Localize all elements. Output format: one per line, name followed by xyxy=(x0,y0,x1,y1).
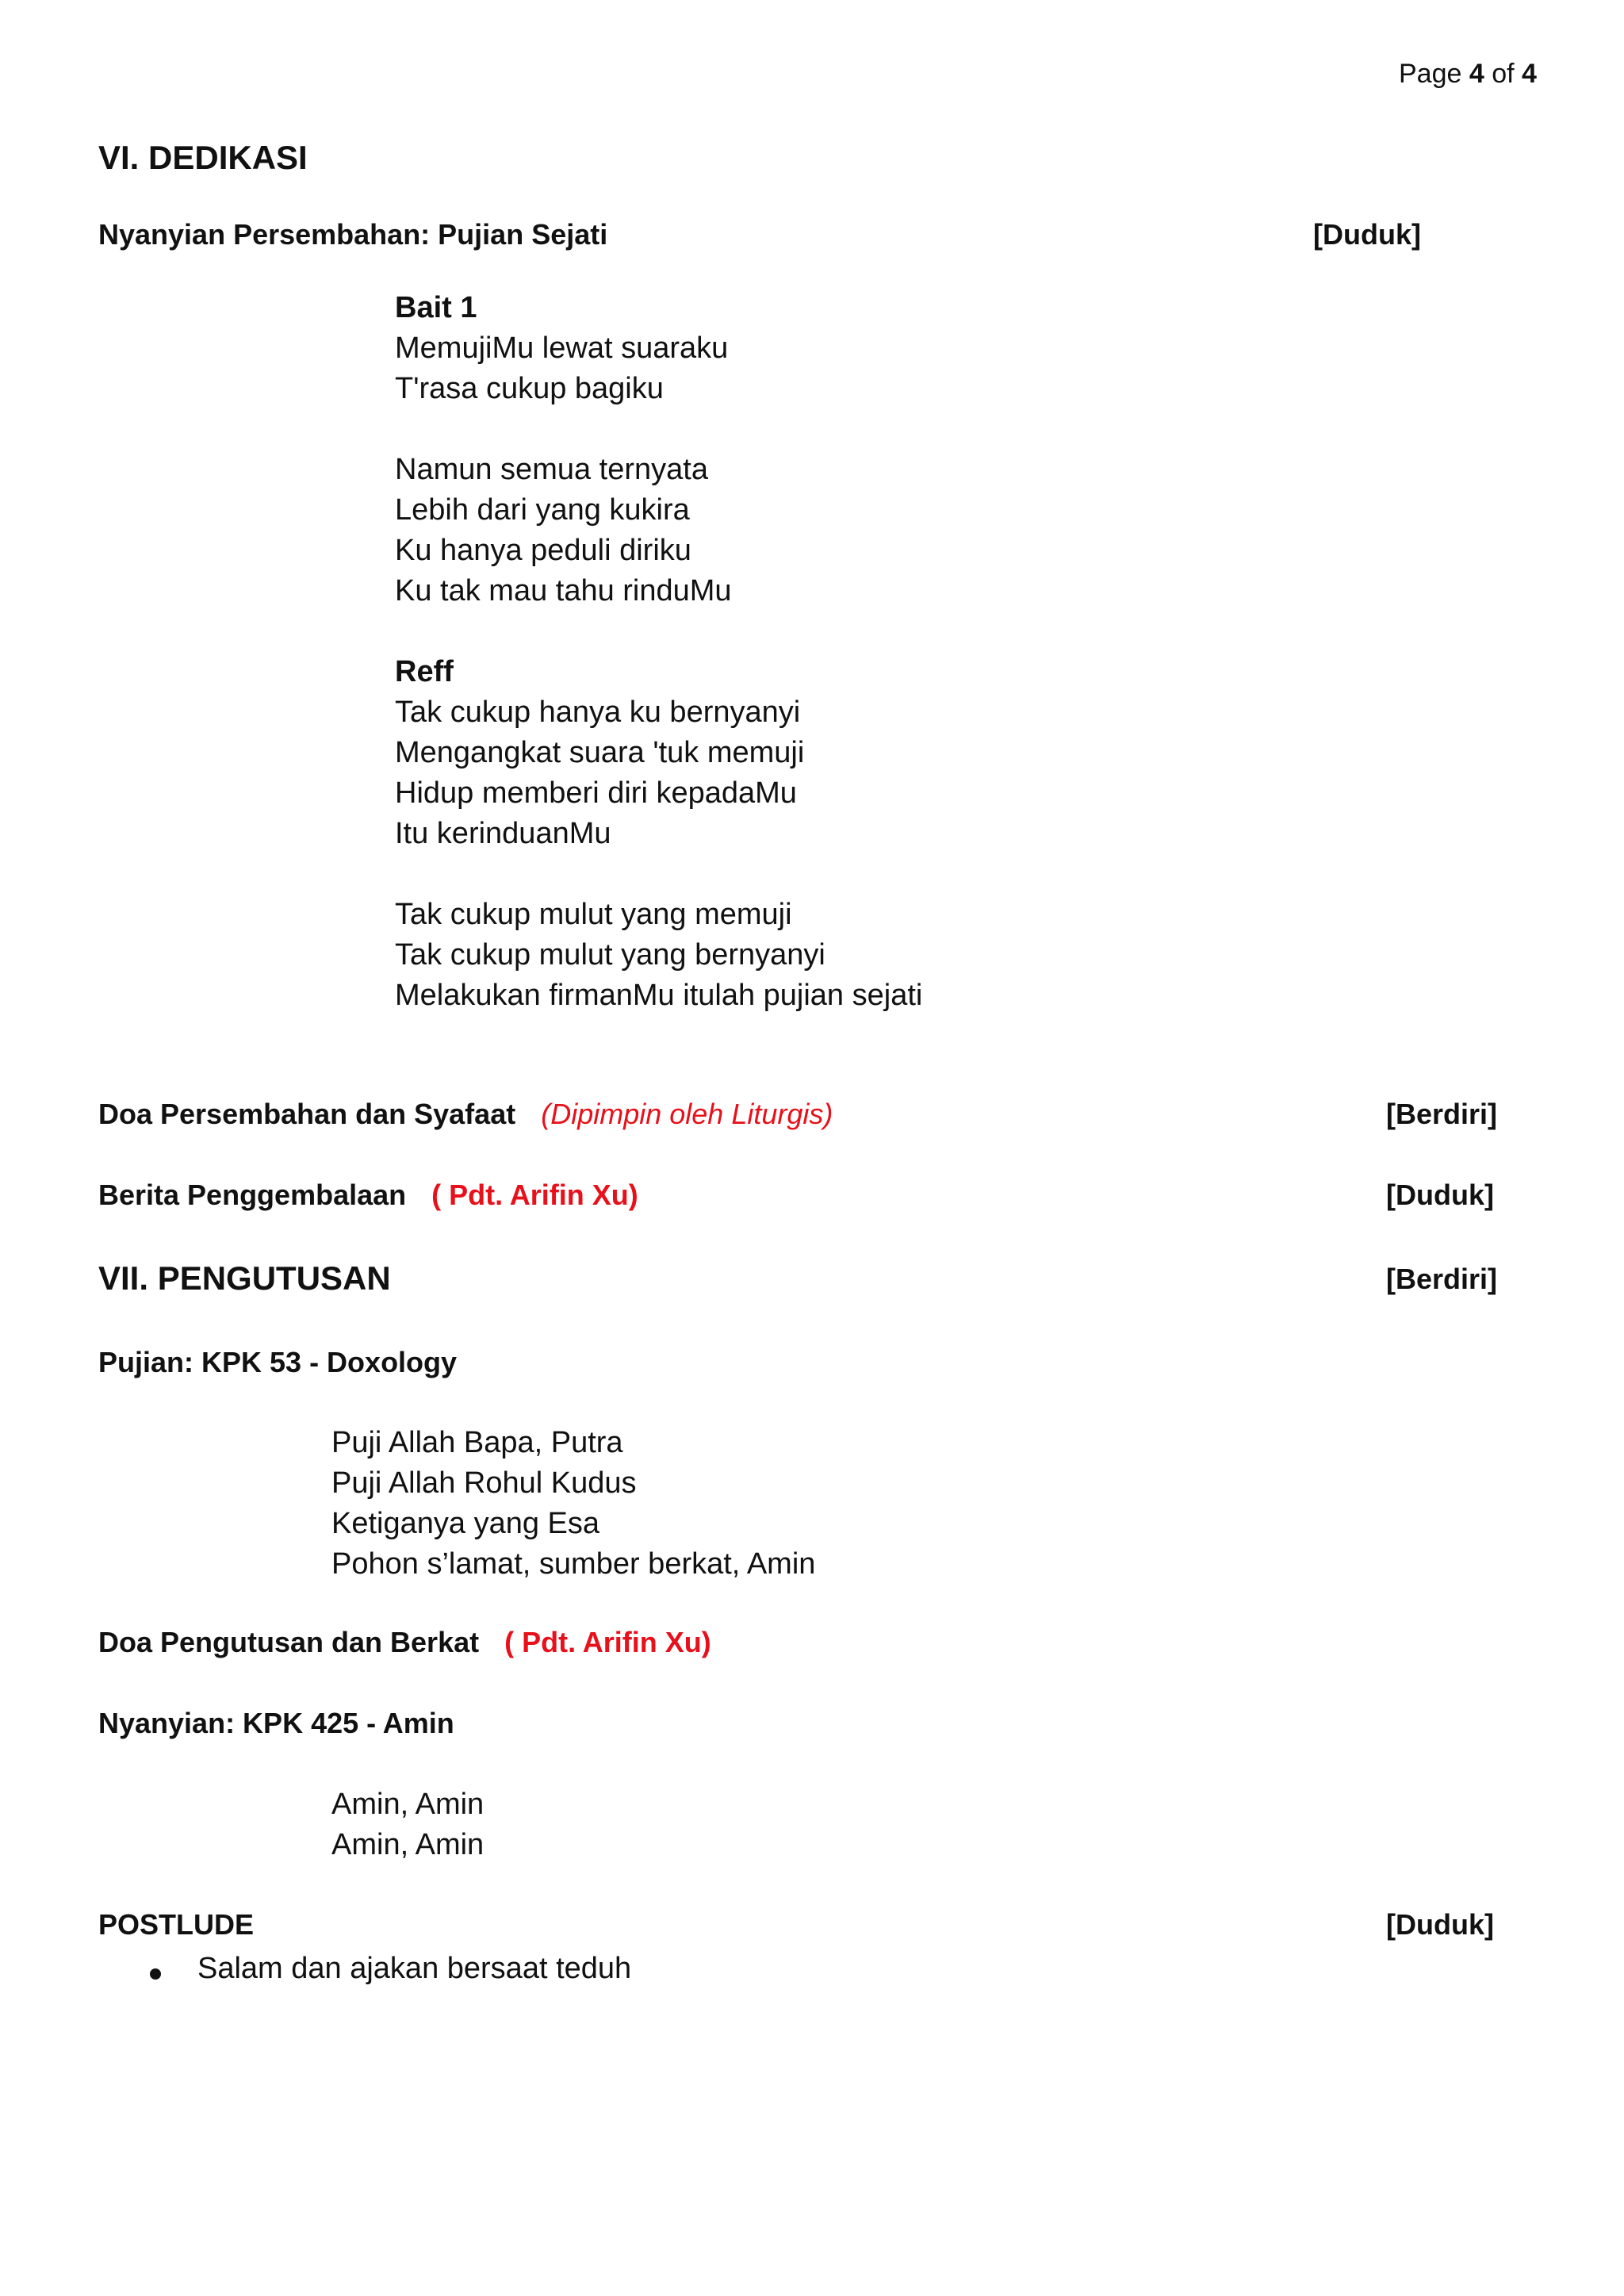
amen-song-lyrics xyxy=(331,1784,484,1865)
pastoral-news-label: Berita Penggembalaan xyxy=(98,1179,407,1211)
page-number xyxy=(1399,59,1537,90)
lyric-line: Tak cukup hanya ku bernyanyi xyxy=(395,696,801,729)
postlude-label: POSTLUDE xyxy=(98,1908,255,1941)
lyric-line: Tak cukup mulut yang memuji xyxy=(395,898,792,931)
reff-label: Reff xyxy=(395,655,454,688)
offering-prayer-label: Doa Persembahan dan Syafaat xyxy=(98,1098,516,1130)
lyric-line: Ku tak mau tahu rinduMu xyxy=(395,574,732,608)
lyric-line: Hidup memberi diri kepadaMu xyxy=(395,776,797,810)
offering-song-posture: [Duduk] xyxy=(1313,218,1421,251)
lyric-line: Ku hanya peduli diriku xyxy=(395,534,691,567)
offering-song-lyrics xyxy=(395,288,922,1016)
page-number-prefix: Page xyxy=(1399,59,1462,89)
sending-prayer-leader: ( Pdt. Arifin Xu) xyxy=(504,1626,711,1658)
lyric-line: Lebih dari yang kukira xyxy=(395,493,690,527)
lyric-line: T'rasa cukup bagiku xyxy=(395,372,664,405)
lyric-line: Amin, Amin xyxy=(331,1788,485,1821)
sending-prayer xyxy=(98,1626,711,1659)
lyric-line: Mengangkat suara 'tuk memuji xyxy=(395,736,805,769)
page-number-current: 4 xyxy=(1469,59,1484,89)
lyric-line: Tak cukup mulut yang bernyanyi xyxy=(395,938,825,972)
doxology-label: Pujian: KPK 53 - Doxology xyxy=(98,1346,458,1378)
section-title-dedikasi: VI. DEDIKASI xyxy=(98,139,308,176)
lyric-line: Puji Allah Rohul Kudus xyxy=(331,1466,637,1500)
sending-prayer-label: Doa Pengutusan dan Berkat xyxy=(98,1626,480,1658)
pastoral-news-posture: [Duduk] xyxy=(1386,1179,1494,1211)
postlude-posture: [Duduk] xyxy=(1386,1908,1494,1941)
lyric-line: Namun semua ternyata xyxy=(395,453,708,486)
lyric-line: MemujiMu lewat suaraku xyxy=(395,332,729,365)
amen-song-label: Nyanyian: KPK 425 - Amin xyxy=(98,1707,454,1739)
bullet-icon xyxy=(150,1968,161,1980)
pengutusan-posture: [Berdiri] xyxy=(1386,1263,1498,1295)
page-number-of: of xyxy=(1492,59,1515,89)
section-title-pengutusan: VII. PENGUTUSAN xyxy=(98,1259,391,1297)
lyric-line: Pohon s’lamat, sumber berkat, Amin xyxy=(331,1547,816,1581)
doxology-lyrics xyxy=(331,1423,815,1585)
verse-label: Bait 1 xyxy=(395,291,477,324)
lyric-line: Itu kerinduanMu xyxy=(395,817,611,850)
offering-prayer-leader: (Dipimpin oleh Liturgis) xyxy=(541,1098,833,1130)
postlude-bullet-text: Salam dan ajakan bersaat teduh xyxy=(197,1952,632,1985)
page-number-total: 4 xyxy=(1522,59,1537,89)
offering-prayer xyxy=(98,1098,833,1131)
offering-song-label: Nyanyian Persembahan: Pujian Sejati xyxy=(98,218,608,251)
lyric-line: Melakukan firmanMu itulah pujian sejati xyxy=(395,979,923,1012)
lyric-line: Puji Allah Bapa, Putra xyxy=(331,1426,623,1459)
pastoral-news xyxy=(98,1179,638,1212)
lyric-line: Ketiganya yang Esa xyxy=(331,1507,600,1540)
pastoral-news-leader: ( Pdt. Arifin Xu) xyxy=(431,1179,638,1211)
offering-prayer-posture: [Berdiri] xyxy=(1386,1098,1498,1130)
lyric-line: Amin, Amin xyxy=(331,1828,485,1861)
